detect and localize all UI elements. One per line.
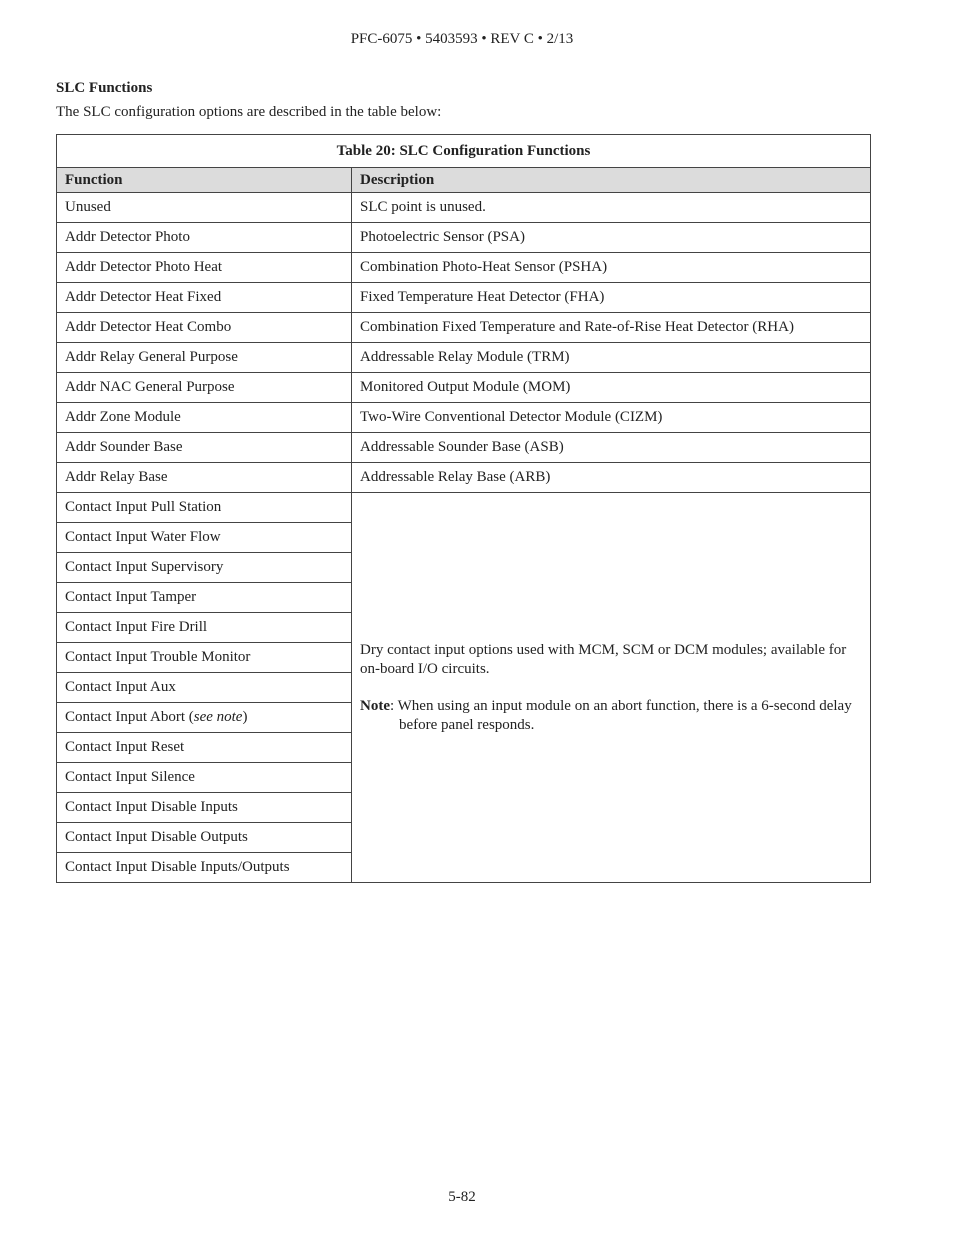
see-note-reference: see note	[193, 709, 243, 725]
function-cell: Addr Detector Heat Combo	[57, 313, 352, 343]
description-cell: Addressable Relay Module (TRM)	[352, 343, 871, 373]
function-cell: Contact Input Disable Inputs/Outputs	[57, 853, 352, 883]
function-cell: Addr Detector Heat Fixed	[57, 283, 352, 313]
function-cell: Contact Input Water Flow	[57, 523, 352, 553]
table-row	[57, 313, 871, 343]
description-cell: Fixed Temperature Heat Detector (FHA)	[352, 283, 871, 313]
description-cell: Two-Wire Conventional Detector Module (CIZM)	[352, 403, 871, 433]
abort-close-paren: )	[242, 709, 248, 725]
note-label: Note	[360, 697, 390, 714]
function-cell: Contact Input Supervisory	[57, 553, 352, 583]
function-cell: Addr Detector Photo Heat	[57, 253, 352, 283]
function-cell: Addr Relay Base	[57, 463, 352, 493]
section-intro: The SLC configuration options are described in the table below:	[56, 104, 442, 120]
table-row	[57, 253, 871, 283]
slc-configuration-table	[56, 134, 871, 883]
function-cell: Contact Input Pull Station	[57, 493, 352, 523]
function-cell: Addr Relay General Purpose	[57, 343, 352, 373]
table-row	[57, 373, 871, 403]
function-cell: Contact Input Disable Inputs	[57, 793, 352, 823]
description-cell: Photoelectric Sensor (PSA)	[352, 223, 871, 253]
function-cell: Addr Zone Module	[57, 403, 352, 433]
table-row	[57, 463, 871, 493]
abort-note	[360, 697, 862, 735]
function-cell: Contact Input Disable Outputs	[57, 823, 352, 853]
function-cell: Addr Detector Photo	[57, 223, 352, 253]
function-cell: Unused	[57, 193, 352, 223]
function-cell	[57, 703, 352, 733]
description-cell: Combination Photo-Heat Sensor (PSHA)	[352, 253, 871, 283]
description-cell: Monitored Output Module (MOM)	[352, 373, 871, 403]
column-header-description: Description	[352, 168, 871, 193]
section-title: SLC Functions	[56, 80, 153, 96]
table-row	[57, 403, 871, 433]
description-cell: Addressable Sounder Base (ASB)	[352, 433, 871, 463]
function-cell: Contact Input Fire Drill	[57, 613, 352, 643]
contact-input-description-cell	[352, 493, 871, 883]
table-caption-row	[57, 135, 871, 168]
table-row	[57, 283, 871, 313]
description-cell: SLC point is unused.	[352, 193, 871, 223]
table-header-row	[57, 168, 871, 193]
function-cell: Contact Input Silence	[57, 763, 352, 793]
document-header: PFC-6075 • 5403593 • REV C • 2/13	[350, 31, 574, 47]
table-row	[57, 493, 871, 523]
column-header-function: Function	[57, 168, 352, 193]
page-number: 5-82	[448, 1189, 476, 1205]
table-row	[57, 223, 871, 253]
description-cell: Combination Fixed Temperature and Rate-of-Rise Heat Detector (RHA)	[352, 313, 871, 343]
table-row	[57, 193, 871, 223]
function-cell: Addr Sounder Base	[57, 433, 352, 463]
contact-input-description: Dry contact input options used with MCM, SCM or DCM modules; available for on-board I/O circuits.	[360, 641, 847, 677]
note-text: : When using an input module on an abort function, there is a 6-second delay before panel responds.	[390, 697, 852, 733]
table-caption: Table 20: SLC Configuration Functions	[57, 135, 871, 168]
function-cell: Addr NAC General Purpose	[57, 373, 352, 403]
description-cell: Addressable Relay Base (ARB)	[352, 463, 871, 493]
table-row	[57, 343, 871, 373]
function-cell: Contact Input Aux	[57, 673, 352, 703]
table-row	[57, 433, 871, 463]
function-cell: Contact Input Trouble Monitor	[57, 643, 352, 673]
function-cell: Contact Input Tamper	[57, 583, 352, 613]
abort-function-label: Contact Input Abort (	[65, 709, 194, 725]
function-cell: Contact Input Reset	[57, 733, 352, 763]
